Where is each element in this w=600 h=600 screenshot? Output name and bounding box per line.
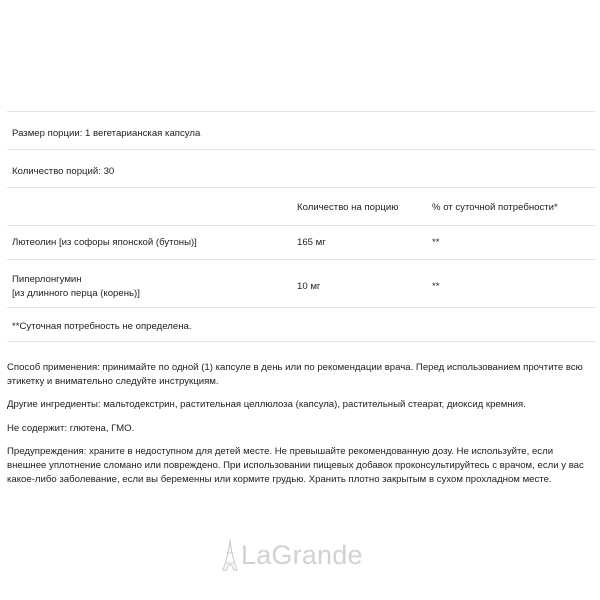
eiffel-tower-icon [222,539,238,571]
footnote-row [7,307,595,341]
table-row [7,259,595,307]
servings-row [7,149,595,187]
watermark-brand: LaGrande [241,539,363,570]
footnote: **Суточная потребность не определена. [12,321,192,332]
warnings-text: Предупреждения: храните в недоступном для детей месте. Не превышайте рекомендованную дозу. Не используйте, если внешнее уплотнение сломано или повреждено. При использовании пищевых добавок проконсультируйтесь с врачом, если у вас какое-либо заболевание, если вы беременны или кормите грудью. Хранить плотно закрытым в сухом прохладном месте. [7,446,584,485]
other-ingredients-text: Другие ингредиенты: мальтодекстрин, растительная целлюлоза (капсула), растительный стеарат, диоксид кремния. [7,399,526,411]
ingredient-name [12,273,140,301]
table-row [7,225,595,259]
watermark-logo [222,538,363,572]
table-header-row [7,187,595,225]
ingredient-amount: 10 мг [297,281,321,292]
ingredient-name-line2: [из длинного перца (корень)] [12,288,140,299]
product-info [7,361,592,496]
usage-text: Способ применения: принимайте по одной (1) капсуле в день или по рекомендации врача. Перед использованием прочтите всю этикетку и внимательно следуйте инструкциям. [7,362,583,387]
ingredient-amount: 165 мг [297,237,326,248]
ingredient-dv: ** [432,237,440,248]
ingredient-name: Лютеолин [из софоры японской (бутоны)] [12,237,197,248]
dv-header: % от суточной потребности* [432,202,558,213]
supplement-facts-table [7,111,595,342]
serving-size-row [7,111,595,149]
table-bottom-divider [7,341,595,342]
free-from-text: Не содержит: глютена, ГМО. [7,422,135,434]
amount-header: Количество на порцию [297,202,399,213]
ingredient-dv: ** [432,281,440,292]
serving-size: Размер порции: 1 вегетарианская капсула [12,128,201,139]
ingredient-name-line1: Пиперлонгумин [12,274,82,285]
servings-per-container: Количество порций: 30 [12,166,115,177]
